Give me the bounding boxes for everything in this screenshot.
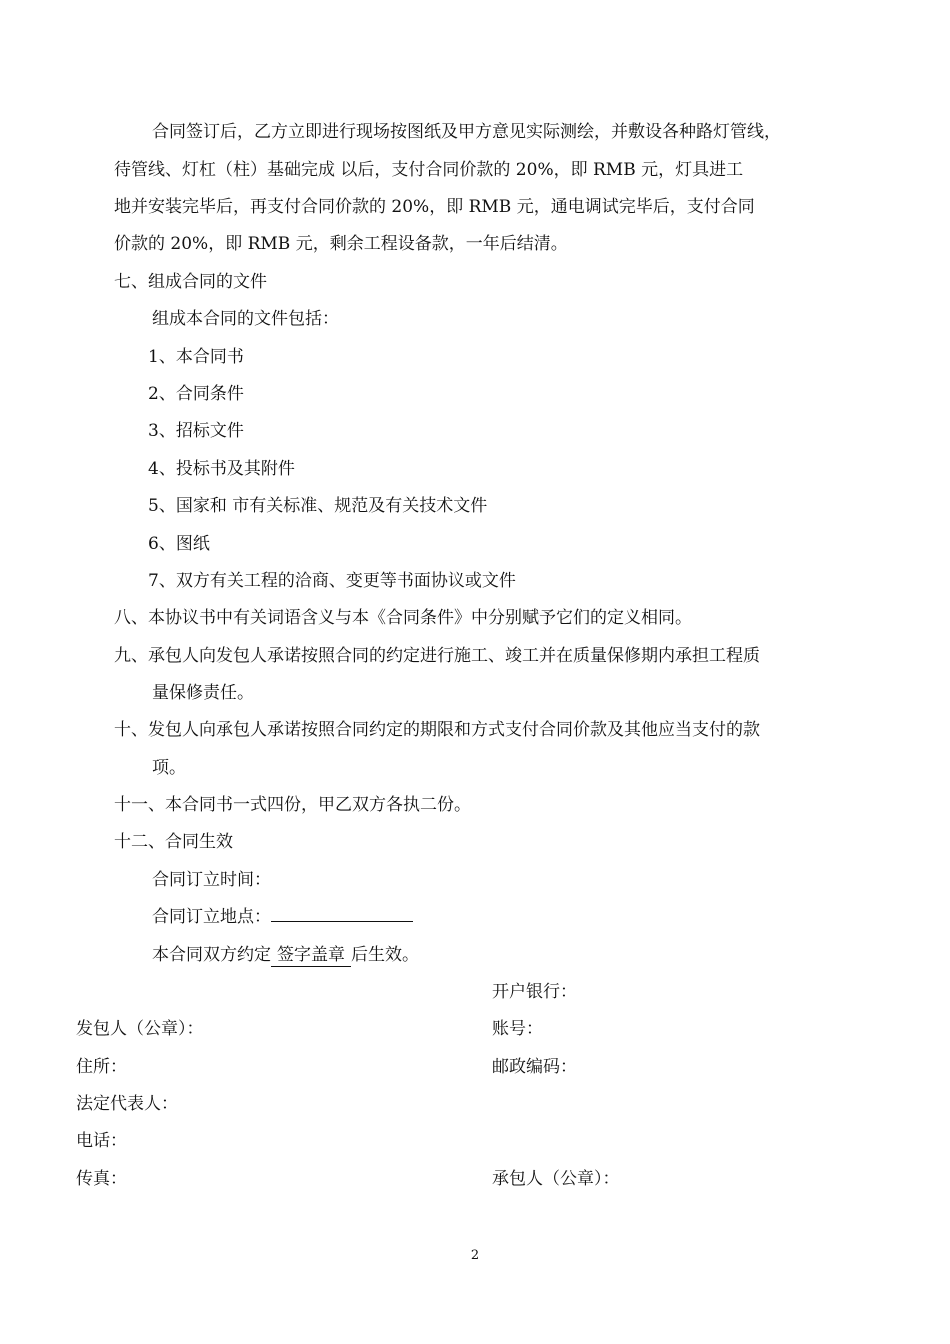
section6-line2: 待管线、灯杠（柱）基础完成 以后，支付合同价款的 20%，即 RMB 元，灯具进工 [114, 160, 744, 180]
section11: 十一、本合同书一式四份，甲乙双方各执二份。 [114, 795, 471, 815]
contract-place-label: 合同订立地点： [152, 907, 271, 927]
section6-line3: 地并安装完毕后，再支付合同价款的 20%，即 RMB 元，通电调试完毕后，支付合同 [114, 197, 755, 217]
list-item: 1、本合同书 [148, 347, 244, 367]
address-label: 住所： [76, 1057, 127, 1077]
employer-seal-label: 发包人（公章）： [76, 1019, 204, 1039]
phone-label: 电话： [76, 1131, 127, 1151]
section10-line2: 项。 [152, 758, 186, 778]
list-item: 3、招标文件 [148, 421, 244, 441]
contract-effect-row [152, 943, 419, 967]
effect-suffix: 后生效。 [351, 945, 419, 965]
effect-prefix: 本合同双方约定 [152, 945, 271, 965]
list-item: 5、国家和 市有关标准、规范及有关技术文件 [148, 496, 488, 516]
account-label: 账号： [492, 1019, 543, 1039]
section9-line1: 九、承包人向发包人承诺按照合同的约定进行施工、竣工并在质量保修期内承担工程质 [114, 646, 760, 666]
legal-rep-label: 法定代表人： [76, 1094, 178, 1114]
page-number: 2 [470, 1248, 480, 1263]
section12-heading: 十二、合同生效 [114, 832, 233, 852]
bank-label: 开户银行： [492, 982, 577, 1002]
section8: 八、本协议书中有关词语含义与本《合同条件》中分别赋予它们的定义相同。 [114, 608, 692, 628]
contract-time-label: 合同订立时间： [152, 870, 271, 890]
contract-place-row [152, 905, 413, 929]
section10-line1: 十、发包人向承包人承诺按照合同约定的期限和方式支付合同价款及其他应当支付的款 [114, 720, 760, 740]
list-item: 7、双方有关工程的洽商、变更等书面协议或文件 [148, 571, 516, 591]
section7-intro: 组成本合同的文件包括： [152, 309, 339, 329]
section7-heading: 七、组成合同的文件 [114, 272, 267, 292]
section9-line2: 量保修责任。 [152, 683, 254, 703]
postcode-label: 邮政编码： [492, 1057, 577, 1077]
list-item: 2、合同条件 [148, 384, 244, 404]
section6-line4: 价款的 20%，即 RMB 元，剩余工程设备款，一年后结清。 [114, 234, 568, 254]
contractor-seal-label: 承包人（公章）： [492, 1169, 620, 1189]
contract-place-blank [271, 905, 413, 922]
list-item: 4、投标书及其附件 [148, 459, 295, 479]
fax-label: 传真： [76, 1169, 127, 1189]
list-item: 6、图纸 [148, 534, 210, 554]
effect-underlined: 签字盖章 [271, 945, 351, 967]
section6-line1: 合同签订后，乙方立即进行现场按图纸及甲方意见实际测绘，并敷设各种路灯管线， [152, 122, 781, 142]
